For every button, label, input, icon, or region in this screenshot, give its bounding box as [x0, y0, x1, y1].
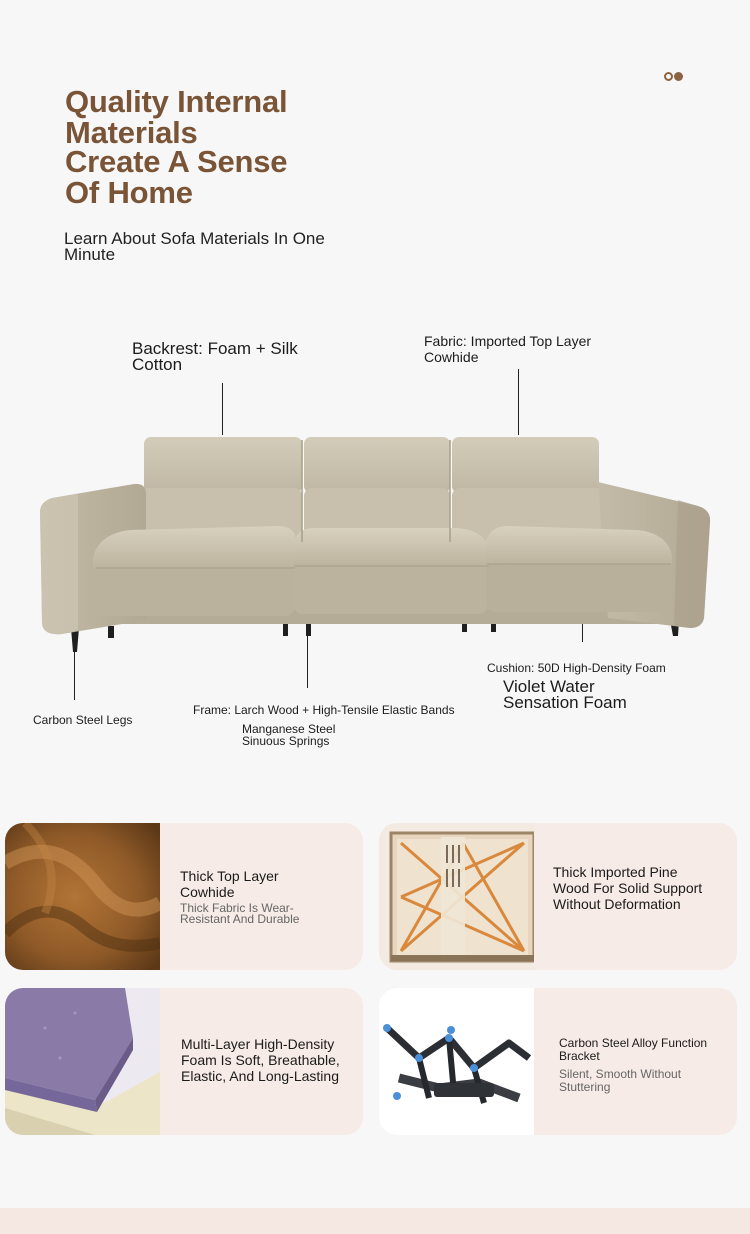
- title-line: Create A Sense: [65, 144, 288, 179]
- leader-line: [582, 624, 583, 642]
- carousel-dot-active[interactable]: [674, 72, 683, 81]
- callout-backrest: Backrest: Foam + Silk Cotton: [132, 339, 298, 374]
- carousel-indicator[interactable]: [664, 72, 683, 81]
- leader-line: [222, 383, 223, 435]
- callout-legs: Carbon Steel Legs: [33, 713, 133, 727]
- leather-texture-image: [5, 823, 160, 970]
- pine-wood-frame-image: [379, 823, 534, 970]
- card-title: Thick Imported Pine Wood For Solid Support Without Deformation: [553, 864, 703, 912]
- callout-cushion: Cushion: 50D High-Density Foam: [487, 661, 666, 675]
- card-title: Thick Top Layer Cowhide: [180, 868, 279, 900]
- title-line: Quality Internal: [65, 84, 288, 119]
- page-subtitle: Learn About Sofa Materials In One Minute: [64, 229, 325, 264]
- title-line: Materials: [65, 115, 198, 150]
- card-description: Silent, Smooth Without Stuttering: [559, 1067, 682, 1094]
- callout-fabric: Fabric: Imported Top Layer Cowhide: [424, 333, 592, 365]
- sofa-image: [38, 430, 713, 655]
- carousel-dot-inactive[interactable]: [664, 72, 673, 81]
- card-title: Carbon Steel Alloy Function Bracket: [559, 1036, 708, 1063]
- recliner-mechanism-image: [379, 988, 534, 1135]
- page-title: [65, 86, 287, 208]
- callout-frame: Frame: Larch Wood + High-Tensile Elastic Bands: [193, 703, 455, 717]
- callout-violet-foam: Violet Water Sensation Foam: [503, 677, 627, 712]
- leader-line: [307, 634, 308, 688]
- feature-card-cowhide: [5, 823, 363, 970]
- card-title: Multi-Layer High-Density Foam Is Soft, Breathable, Elastic, And Long-Lasting: [181, 1036, 340, 1084]
- card-description: Thick Fabric Is Wear-Resistant And Durable: [180, 901, 300, 926]
- feature-card-foam: [5, 988, 363, 1135]
- feature-card-bracket: [379, 988, 737, 1135]
- leader-line: [518, 369, 519, 435]
- feature-card-pine-wood: [379, 823, 737, 970]
- foam-layers-image: [5, 988, 160, 1135]
- next-section-band: [0, 1208, 750, 1234]
- callout-springs: Manganese Steel Sinuous Springs: [242, 722, 336, 748]
- title-line: Of Home: [65, 175, 193, 210]
- leader-line: [74, 648, 75, 700]
